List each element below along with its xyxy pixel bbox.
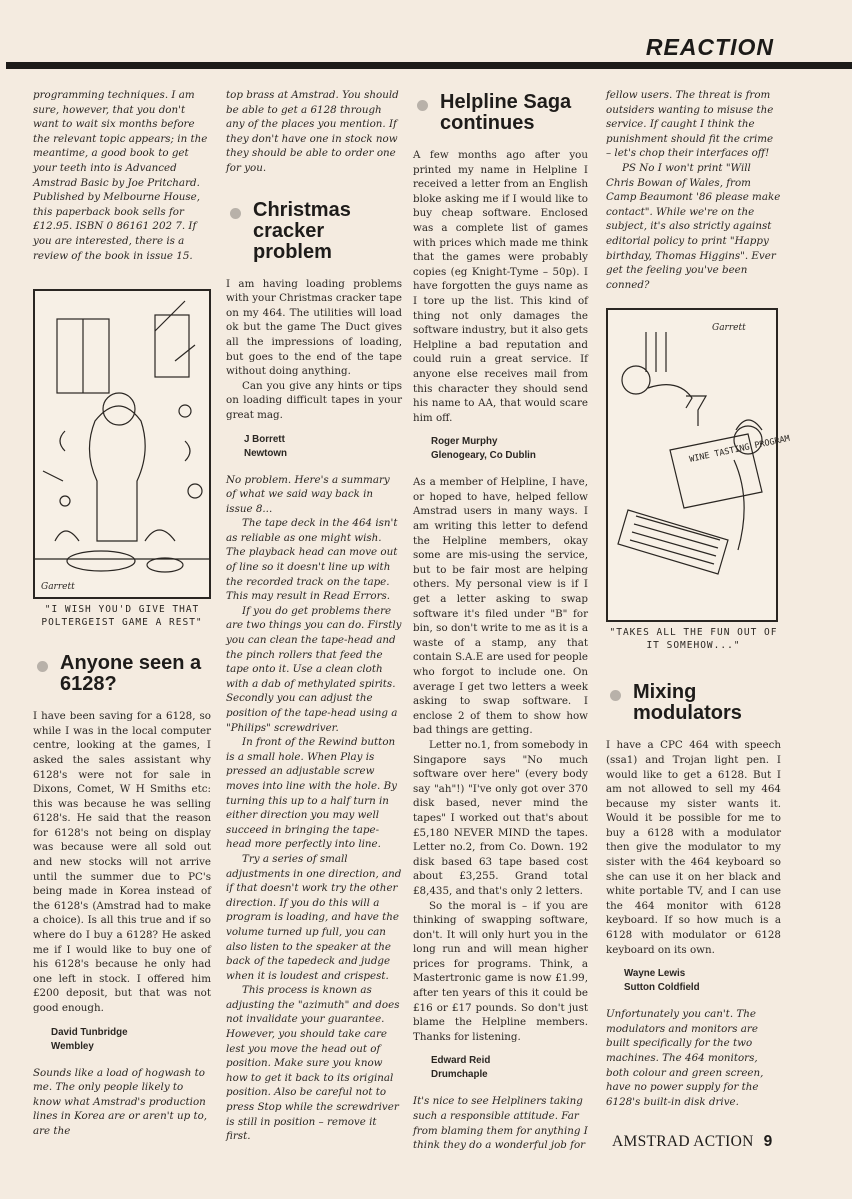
bottles-shape: [646, 332, 666, 372]
sig-place: Wembley: [51, 1040, 94, 1052]
monitor-text: WINE TASTING PROGRAM: [688, 434, 791, 466]
heading-christmas: [226, 200, 402, 263]
sig-place: Sutton Coldfield: [624, 982, 700, 994]
sig-place: Drumchaple: [431, 1069, 488, 1081]
editor-reply: Sounds like a load of hogwash to me. The only people likely to know what Amstrad's production lines in Korea are or aren't up to, are the: [33, 1066, 208, 1137]
bullet-icon: [610, 690, 621, 701]
reply-p4: In front of the Rewind button is a small hole. When Play is pressed an adjustable screw moves into line with the hole. By turning this up to a half turn in either direction you may well succeed in bringing the tape-head more perfectly into line.: [226, 736, 397, 851]
heading-helpline: [413, 92, 588, 134]
cartoon-caption: "I WISH YOU'D GIVE THAT POLTERGEIST GAME A REST": [41, 604, 203, 629]
sig-name: Roger Murphy: [431, 436, 498, 448]
bullet-icon: [417, 100, 428, 111]
letter2-p1: As a member of Helpline, I have, or hoped to have, helped fellow Amstrad users in many ways. I am writing this letter to defend the Helpline members, okay some are mis-using the service, but to be fair most are helping others. My personal view is if I get a letter asking to swap software it's filed under "B" for bin, so don't write to me as it is a waste of a stamp, any that contain S.A.E are used for people who forgot to include one. On average I get two letters a week asking to swap software. I enclose 2 of them to show how bad things are getting.: [413, 476, 588, 737]
letter1-signature: [431, 435, 588, 463]
funnel-shape: [686, 396, 706, 426]
letter-text: I have been saving for a 6128, so while I was in the local computer centre, looking at the games, I asked the sales assistant why 6128's were not for sale in Dixons, Comet, W H Smiths etc: this was because he was selling 6128's. He said that the reason for 6128's not being on display was because were all sold out and new stocks will not arrive until the summer due to PC's being made in Korea instead of the 6128's (Amstrad had to make a choice). Is all this true and if so where do I buy a 6128? He asked me if I would like to buy one of his 6128's because he only had one left in stock. I offered him £200 deposit, but that was not good enough.: [33, 710, 211, 1014]
reply-p6: This process is known as adjusting the "azimuth" and does not invalidate your guarantee. However, you should take care lest you move the head out of position. Make sure you know how to get it back to its original position. Also be careful not to press Stop while the screwdriver is still in position – remove it first.: [226, 984, 400, 1143]
reply-continued: top brass at Amstrad. You should be able to get a 6128 through any of the places you mention. If they don't have one in stock now they should be able to order one for you.: [226, 89, 399, 174]
intro-reply: programming techniques. I am sure, however, that you don't want to wait six months before the relevant topic appears; in the meantime, a good book to get your teeth into is Advanced Amstrad Basic by Joe Pritchard. Published by Melbourne House, this paperback book sells for £12.95. ISBN 0 86161 202 7. If you are interested, there is a review of the book in issue 15.: [33, 89, 208, 262]
wine-tasting-cartoon: [606, 308, 791, 622]
reply-p2: The tape deck in the 464 isn't as reliable as one might wish. The playback head can move out of line so it doesn't line up with the recorded track on the tape. This may result in Read Errors.: [226, 517, 398, 603]
heading-anyone-seen: [33, 653, 211, 695]
letter-signature: [244, 433, 402, 461]
heading-mixing: [606, 682, 781, 724]
header-rule: [6, 62, 852, 69]
sig-name: David Tunbridge: [51, 1026, 128, 1038]
poltergeist-cartoon: [33, 289, 211, 599]
woman-figure: [89, 406, 145, 541]
reply-p3: If you do get problems there are two things you can do. Firstly you can clean the tape-head and the pinch rollers that feed the tape onto it. Use a clean cloth with a dab of methylated spirits. Secondly you can adjust the position of the tape-head using a "Philips" screwdriver.: [226, 604, 402, 734]
letter-p1: I am having loading problems with your Christmas cracker tape on my 464. The utilities will load ok but the game The Duct gives all the impressions of loading, but goes to the end of the tape without doing anything.: [226, 277, 402, 378]
editor-reply: Unfortunately you can't. The modulators and monitors are built specifically for the two machines. The 464 monitors, both colour and green screen, have no power supply for the 6128's built-in disk drive.: [606, 1008, 764, 1108]
reply-p1: No problem. Here's a summary of what we said way back in issue 8...: [226, 473, 390, 515]
sig-name: J Borrett: [244, 433, 285, 445]
sig-place: Glenogeary, Co Dublin: [431, 450, 536, 462]
sig-name: Wayne Lewis: [624, 968, 686, 980]
heading-text: Anyone seen a 6128?: [60, 652, 202, 696]
ps-note: PS No I won't print "Will Chris Bowan of Wales, from Camp Beaumont '86 please make contact". While we're on the subject, it's also strictly against editorial policy to print "Happy birthday, Thomas Higgins". Ever get the feeling you've been conned?: [606, 161, 781, 291]
magazine-name: AMSTRAD ACTION: [612, 1133, 754, 1150]
bullet-icon: [37, 661, 48, 672]
letter2-p2: Letter no.1, from somebody in Singapore says "No much software over here" (every body say "ah"!) "I've only got over 370 disk based, never mind the tapes" I worked out that's about £5,180 NEVER MIND the tapes. Letter no.2, from Co. Down. 192 disk based 63 tape based cost about £3,255. Grand total £8,435, and that's only 2 letters.: [413, 738, 588, 897]
keyboard-shape: [618, 510, 728, 574]
letter-signature: [51, 1026, 211, 1054]
section-title: REACTION: [645, 34, 774, 60]
letter1-text: A few months ago after you printed my name in Helpline I received a letter from an English bloke asking me if I would like to buy cheap software. Enclosed was a complete list of games with prices which made me think that the games were probably copies (eg Knight-Tyme – 50p). I have forgotten the guys name as I tore up the list. This kind of thing not only damages the software industry, but it also gets Helpline a bad reputation and could ruin a great service. If anyone else receives mail from this character they should send his name to AA, that would scare him off.: [413, 149, 588, 424]
heading-text: Christmas cracker problem: [253, 198, 351, 263]
page-number: 9: [763, 1133, 773, 1150]
sig-place: Newtown: [244, 447, 287, 459]
letter2-p3: So the moral is – if you are thinking of swapping software, don't. It will only hurt you in the long run and will mean higher prices for programs. Think, a Mastertronic game is now £1.99, after ten years of this it could be £16 or £17 pounds. So don't just blame the Helpline members. Thanks for listening.: [413, 899, 588, 1043]
cabinet-shape: [155, 315, 189, 377]
cartoon-signature: Garrett: [712, 323, 746, 334]
letter-signature: [624, 967, 781, 995]
bullet-icon: [230, 208, 241, 219]
letter-p2: Can you give any hints or tips on loading difficult tapes in your great mag.: [226, 379, 402, 421]
letter2-signature: [431, 1054, 588, 1082]
cartoon-signature: Garrett: [41, 582, 75, 593]
column-4: [606, 88, 791, 1109]
wine-tasting-illustration: [608, 310, 791, 620]
heading-text: Mixing modulators: [633, 681, 742, 725]
heading-text: Helpline Saga continues: [440, 91, 572, 134]
cartoon-caption: "TAKES ALL THE FUN OUT OF IT SOMEHOW...": [609, 627, 778, 652]
page-footer: [612, 1133, 772, 1151]
reply-p5: Try a series of small adjustments in one direction, and if that doesn't work try the other direction. If you do this will a program is loading, and have the volume turned up full, you can also listen to the speaker at the back of the tapedeck and judge when it is loudest and crispest.: [226, 852, 402, 982]
column-3: [413, 88, 588, 1153]
reply-continued: fellow users. The threat is from outsiders wanting to misuse the service. If caught I think the punishment should fit the crime – let's chop their interfaces off!: [606, 89, 774, 160]
column-1: [33, 88, 211, 1139]
poltergeist-illustration: [35, 291, 209, 597]
column-2: [226, 88, 402, 1144]
man-head: [622, 366, 650, 394]
editor-reply: It's nice to see Helpliners taking such a responsible attitude. Far from blaming them for anything I think they do a wonderful job for: [413, 1095, 588, 1152]
sig-name: Edward Reid: [431, 1055, 491, 1067]
letter-text: I have a CPC 464 with speech (ssa1) and Trojan light pen. I would like to get a 6128. But I am not allowed to sell my 464 because my sister wants it. Would it be possible for me to buy a 6128 with a modulator then give the modulator to my sister with the 464 keyboard so she can use it on her black and white portable TV, and I can use the 464 monitor with 6128 keyboard. If so how much is a 6128 with modulator or 6128 keyboard on its own.: [606, 739, 781, 956]
